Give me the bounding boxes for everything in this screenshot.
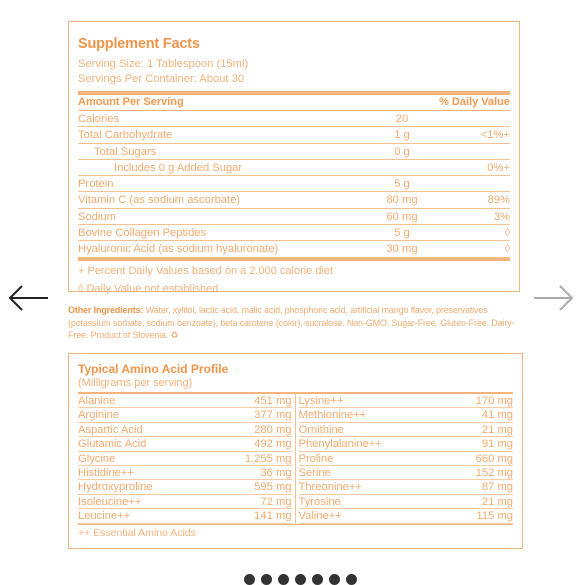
nutrient-name: Sodium bbox=[78, 210, 116, 223]
amino-title: Typical Amino Acid Profile bbox=[78, 362, 229, 376]
amino-name: Proline bbox=[298, 452, 334, 465]
prev-image-button[interactable] bbox=[6, 282, 50, 314]
daily-value-label: % Daily Value bbox=[439, 96, 510, 108]
amino-value: 21 mg bbox=[481, 495, 513, 508]
arrow-left-icon bbox=[6, 283, 50, 313]
amino-row bbox=[299, 452, 514, 466]
amino-subtitle: (Milligrams per serving) bbox=[78, 377, 193, 389]
amino-value: 170 mg bbox=[475, 395, 513, 407]
amino-value: 36 mg bbox=[260, 466, 292, 479]
serving-size: Serving Size: 1 Tablespoon (15ml) bbox=[78, 58, 249, 70]
amount-per-serving-label: Amount Per Serving bbox=[78, 96, 184, 108]
other-ingredients-label: Other Ingredients: bbox=[68, 305, 144, 315]
amino-row bbox=[299, 509, 514, 523]
amino-name: Glutamic Acid bbox=[78, 438, 147, 451]
amino-row bbox=[78, 394, 292, 408]
amino-row bbox=[78, 480, 292, 494]
nutrient-name: Hyaluronic Acid (as sodium hyaluronate) bbox=[78, 243, 279, 256]
divider bbox=[78, 258, 510, 261]
footnote-dv-not-established: ◊ Daily Value not established bbox=[78, 282, 219, 295]
nutrient-name: Bovine Collagen Peptides bbox=[78, 227, 207, 240]
nutrient-name: Total Sugars bbox=[94, 145, 157, 158]
amino-acid-panel bbox=[68, 353, 523, 549]
amino-row bbox=[299, 495, 514, 509]
nutrient-name: Calories bbox=[78, 113, 120, 125]
amino-value: 595 mg bbox=[254, 481, 292, 494]
amino-name: Leucine++ bbox=[78, 510, 131, 523]
nutrient-amount: 1 g bbox=[394, 129, 410, 142]
facts-row bbox=[78, 192, 510, 208]
nutrient-daily-value: ◊ bbox=[504, 243, 510, 256]
amino-value: 91 mg bbox=[481, 438, 513, 451]
amino-value: 660 mg bbox=[475, 452, 513, 465]
amino-column-left bbox=[78, 394, 296, 524]
amino-row bbox=[78, 423, 292, 437]
nutrient-daily-value: 3% bbox=[493, 210, 510, 223]
amino-row bbox=[78, 509, 292, 523]
amino-value: 41 mg bbox=[481, 409, 513, 422]
facts-row bbox=[78, 144, 510, 160]
amino-row bbox=[299, 408, 514, 422]
amino-value: 492 mg bbox=[254, 438, 292, 451]
amino-name: Valine++ bbox=[298, 510, 342, 523]
nutrient-name: Includes 0 g Added Sugar bbox=[114, 161, 243, 174]
amino-value: 152 mg bbox=[475, 466, 513, 479]
footnote-percent: + Percent Daily Values based on a 2,000 calorie diet bbox=[78, 264, 334, 277]
facts-row bbox=[78, 160, 510, 176]
amino-row bbox=[299, 423, 514, 437]
amino-footnote: ++ Essential Amino Acids bbox=[78, 524, 513, 541]
amino-name: Alanine bbox=[78, 395, 116, 407]
nutrient-amount: 30 mg bbox=[386, 243, 418, 256]
other-ingredients-text: Water, xylitol, lactic acid, malic acid, phosphoric acid, artificial mango flavor, preservatives (potassium sorbate, sodium benzoate), beta carotene (color), sucralose. Non-GMO. Sugar-Free. Gluten-Free. Dairy-Free. Product of Slovenia. ♻ bbox=[68, 305, 515, 340]
nutrient-amount: 0 g bbox=[394, 145, 410, 158]
facts-rows bbox=[78, 111, 510, 258]
nutrient-amount: 5 g bbox=[394, 227, 410, 240]
amino-row bbox=[299, 394, 514, 408]
servings-per-container: Servings Per Container: About 30 bbox=[78, 73, 245, 85]
amino-name: Aspartic Acid bbox=[78, 423, 143, 436]
amino-column-right bbox=[296, 394, 514, 524]
amino-row bbox=[78, 437, 292, 451]
amino-row bbox=[78, 466, 292, 480]
nutrient-daily-value bbox=[440, 176, 510, 191]
nutrient-amount: 20 bbox=[395, 113, 409, 125]
amino-value: 377 mg bbox=[254, 409, 292, 422]
amino-row bbox=[78, 452, 292, 466]
nutrient-daily-value: 0%+ bbox=[487, 161, 510, 174]
facts-row bbox=[78, 176, 510, 192]
facts-header-row bbox=[78, 95, 510, 111]
facts-row bbox=[78, 209, 510, 225]
nutrient-amount: 60 mg bbox=[386, 210, 418, 223]
amino-row bbox=[299, 437, 514, 451]
amino-value: 141 mg bbox=[254, 510, 292, 523]
facts-row bbox=[78, 225, 510, 241]
amino-name: Tyrosine bbox=[298, 495, 341, 508]
nutrient-daily-value: 89% bbox=[487, 194, 510, 207]
other-ingredients bbox=[68, 304, 530, 342]
amino-name: Phenylalanine++ bbox=[298, 438, 382, 451]
next-image-button[interactable] bbox=[532, 282, 576, 314]
amino-value: 72 mg bbox=[260, 495, 292, 508]
nutrient-amount: 5 g bbox=[394, 178, 410, 191]
nutrient-amount: 80 mg bbox=[386, 194, 418, 207]
nutrient-name: Vitamin C (as sodium ascorbate) bbox=[78, 194, 241, 207]
nutrient-daily-value: <1%+ bbox=[480, 129, 510, 142]
amino-name: Methionine++ bbox=[298, 409, 367, 422]
amino-value: 1,255 mg bbox=[244, 452, 292, 465]
nutrient-daily-value: ◊ bbox=[504, 227, 510, 240]
amino-name: Threonine++ bbox=[298, 481, 362, 494]
amino-name: Histidine++ bbox=[78, 466, 134, 479]
amino-row bbox=[78, 408, 292, 422]
facts-row bbox=[78, 111, 510, 127]
amino-row bbox=[299, 466, 514, 480]
amino-row bbox=[78, 495, 292, 509]
nutrient-amount bbox=[364, 160, 440, 175]
facts-title: Supplement Facts bbox=[78, 36, 200, 52]
amino-value: 21 mg bbox=[481, 423, 513, 436]
amino-value: 115 mg bbox=[476, 510, 513, 523]
nutrient-daily-value bbox=[440, 144, 510, 159]
amino-name: Isoleucine++ bbox=[78, 495, 142, 508]
nutrient-name: Protein bbox=[78, 178, 114, 191]
facts-row bbox=[78, 127, 510, 143]
amino-row bbox=[299, 480, 514, 494]
amino-name: Lysine++ bbox=[298, 395, 344, 407]
amino-name: Glycine bbox=[78, 452, 116, 465]
amino-grid bbox=[78, 394, 513, 524]
amino-name: Arginine bbox=[78, 409, 120, 422]
nutrient-daily-value bbox=[440, 111, 510, 126]
arrow-right-icon bbox=[532, 283, 576, 313]
amino-name: Ornithine bbox=[298, 423, 344, 436]
amino-value: 451 mg bbox=[254, 395, 292, 407]
nutrient-name: Total Carbohydrate bbox=[78, 129, 173, 142]
amino-name: Hydroxyproline bbox=[78, 481, 153, 494]
amino-value: 280 mg bbox=[254, 423, 292, 436]
amino-name: Serine bbox=[298, 466, 331, 479]
facts-row bbox=[78, 241, 510, 257]
amino-value: 87 mg bbox=[481, 481, 513, 494]
supplement-facts-panel bbox=[68, 21, 520, 295]
